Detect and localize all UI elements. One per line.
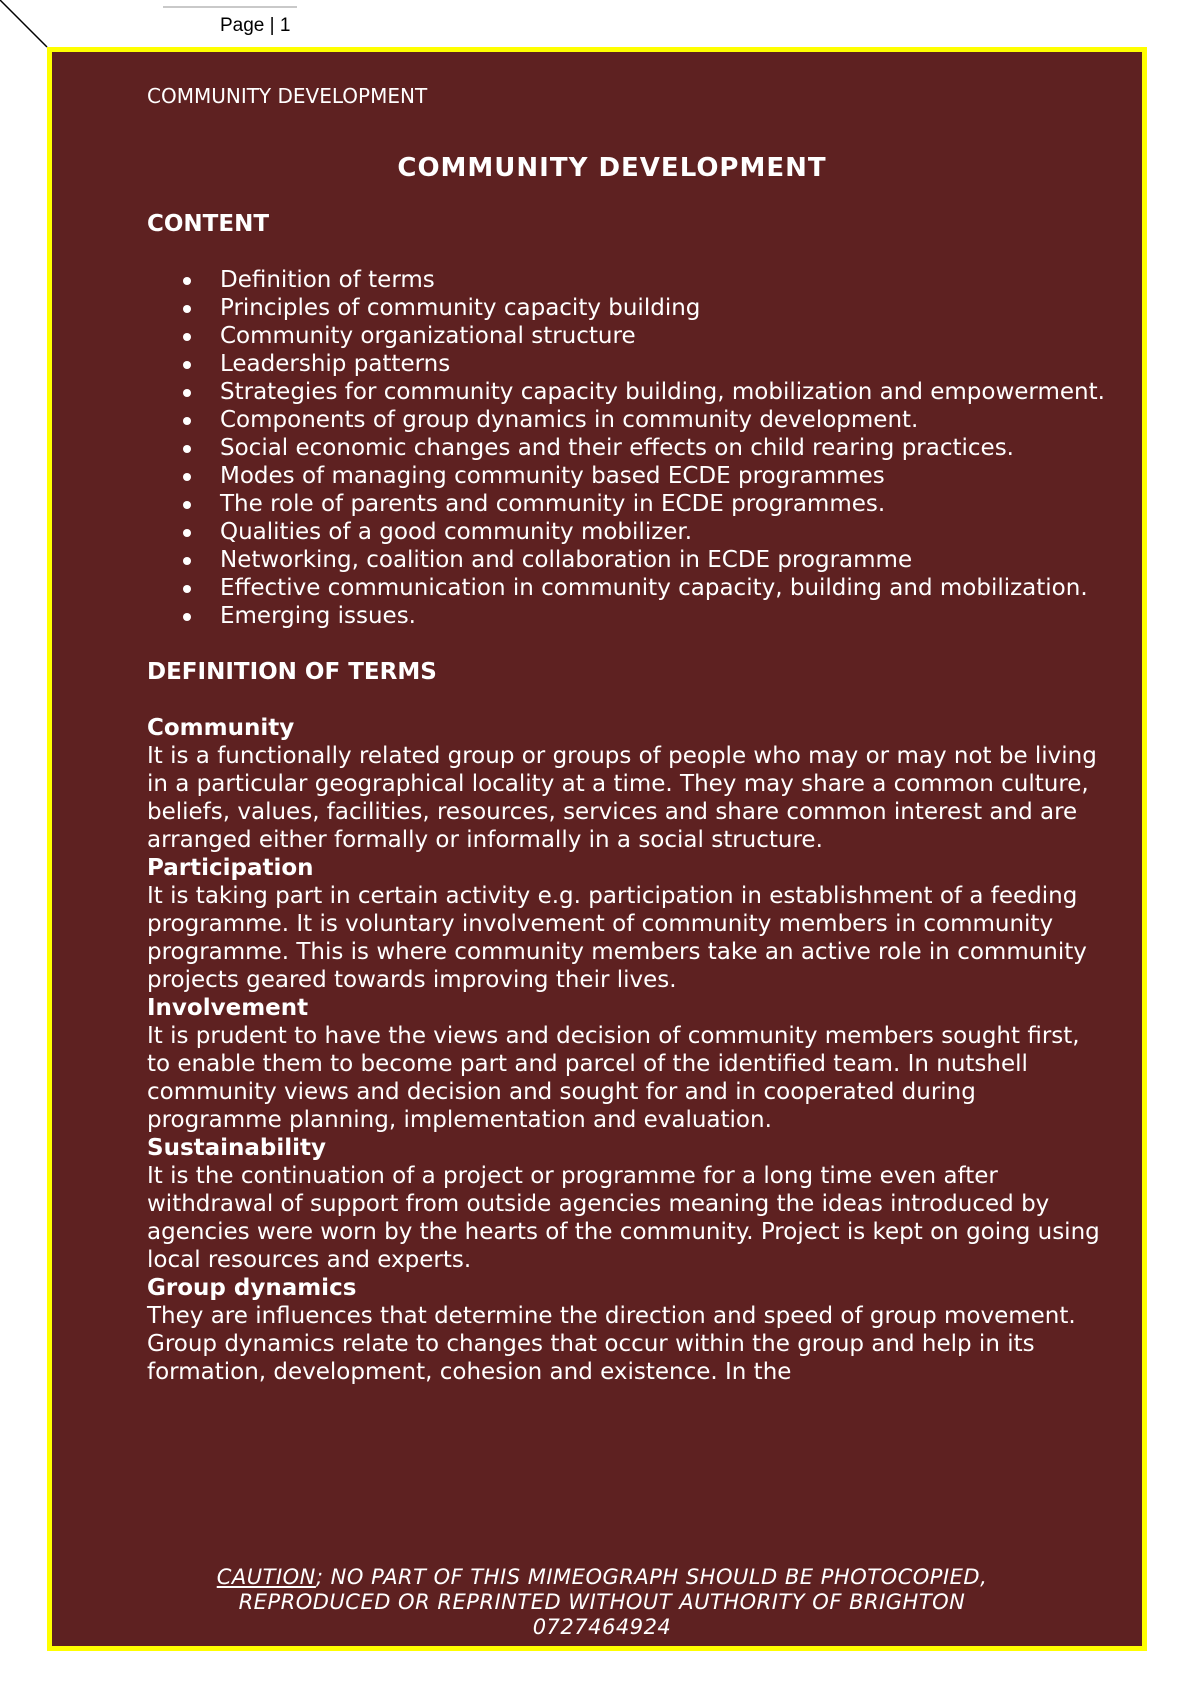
content-item-text: Modes of managing community based ECDE programmes (220, 463, 885, 489)
page-separator: | (269, 15, 275, 36)
content-list-item (147, 434, 1107, 462)
content-item-text: Emerging issues. (220, 603, 416, 629)
page-header (163, 6, 297, 37)
content-item-text: The role of parents and community in ECDE programmes. (220, 491, 886, 517)
caution-text: ; NO PART OF THIS MIMEOGRAPH SHOULD BE PHOTOCOPIED, REPRODUCED OR REPRINTED WITHOUT AUTHORITY OF BRIGHTON (238, 1565, 988, 1614)
bullet-icon (183, 557, 191, 565)
content-list-item (147, 490, 1107, 518)
definition-text: It is a functionally related group or groups of people who may or may not be living in a particular geographical locality at a time. They may share a common culture, beliefs, values, facilities, resources, services and share common interest and are arranged either formally or informally in a social structure. (147, 743, 1097, 853)
bullet-icon (183, 613, 191, 621)
content-list-item (147, 602, 1107, 630)
definition-block (147, 714, 1107, 854)
definition-text: It is the continuation of a project or programme for a long time even after withdrawal of support from outside agencies meaning the ideas introduced by agencies were worn by the hearts of the community. Project is kept on going using local resources and experts. (147, 1163, 1100, 1273)
document-title: COMMUNITY DEVELOPMENT (397, 153, 827, 183)
definition-term: Group dynamics (147, 1275, 357, 1301)
bullet-icon (183, 305, 191, 313)
definition-term: Participation (147, 855, 314, 881)
content-item-text: Strategies for community capacity building, mobilization and empowerment. (220, 379, 1105, 405)
bullet-icon (183, 277, 191, 285)
content-list (147, 266, 1107, 630)
bullet-icon (183, 501, 191, 509)
running-title: COMMUNITY DEVELOPMENT (147, 84, 428, 108)
page-number: 1 (279, 15, 291, 36)
definition-text: It is prudent to have the views and decision of community members sought first, to enable them to become part and parcel of the identified team. In nutshell community views and decision and sought for and in cooperated during programme planning, implementation and evaluation. (147, 1023, 1080, 1133)
content-list-item (147, 546, 1107, 574)
definition-term: Community (147, 715, 295, 741)
content-list-item (147, 518, 1107, 546)
content-item-text: Components of group dynamics in community development. (220, 407, 919, 433)
content-list-item (147, 378, 1107, 406)
content-list-item (147, 322, 1107, 350)
content-list-item (147, 406, 1107, 434)
bullet-icon (183, 389, 191, 397)
caution-notice (147, 1565, 1057, 1640)
bullet-icon (183, 361, 191, 369)
content-item-text: Networking, coalition and collaboration in ECDE programme (220, 547, 913, 573)
content-heading: CONTENT (147, 211, 270, 237)
bullet-icon (183, 445, 191, 453)
document-content (147, 82, 1107, 1386)
content-item-text: Definition of terms (220, 267, 435, 293)
content-list-item (147, 574, 1107, 602)
definition-term: Sustainability (147, 1135, 327, 1161)
content-list-item (147, 462, 1107, 490)
content-item-text: Social economic changes and their effects on child rearing practices. (220, 435, 1014, 461)
bullet-icon (183, 473, 191, 481)
contact-phone: 0727464924 (532, 1615, 672, 1639)
content-list-item (147, 294, 1107, 322)
content-item-text: Effective communication in community capacity, building and mobilization. (220, 575, 1088, 601)
content-item-text: Leadership patterns (220, 351, 451, 377)
bullet-icon (183, 585, 191, 593)
content-item-text: Qualities of a good community mobilizer. (220, 519, 693, 545)
bullet-icon (183, 529, 191, 537)
document-page (47, 47, 1147, 1651)
definition-text: It is taking part in certain activity e.g. participation in establishment of a feeding programme. It is voluntary involvement of community members in community programme. This is where community members take an active role in community projects geared towards improving their lives. (147, 883, 1087, 993)
content-list-item (147, 266, 1107, 294)
definition-block (147, 1274, 1107, 1386)
definition-block (147, 1134, 1107, 1274)
caution-word: CAUTION (216, 1565, 316, 1589)
definition-block (147, 994, 1107, 1134)
definitions-heading: DEFINITION OF TERMS (147, 659, 437, 685)
definition-block (147, 854, 1107, 994)
bullet-icon (183, 417, 191, 425)
definition-term: Involvement (147, 995, 309, 1021)
definitions-section (147, 714, 1107, 1386)
content-item-text: Community organizational structure (220, 323, 636, 349)
definition-text: They are influences that determine the direction and speed of group movement. Group dynamics relate to changes that occur within the group and help in its formation, development, cohesion and existence. In the (147, 1303, 1076, 1385)
content-list-item (147, 350, 1107, 378)
bullet-icon (183, 333, 191, 341)
content-item-text: Principles of community capacity building (220, 295, 701, 321)
page-label: Page (220, 15, 265, 36)
